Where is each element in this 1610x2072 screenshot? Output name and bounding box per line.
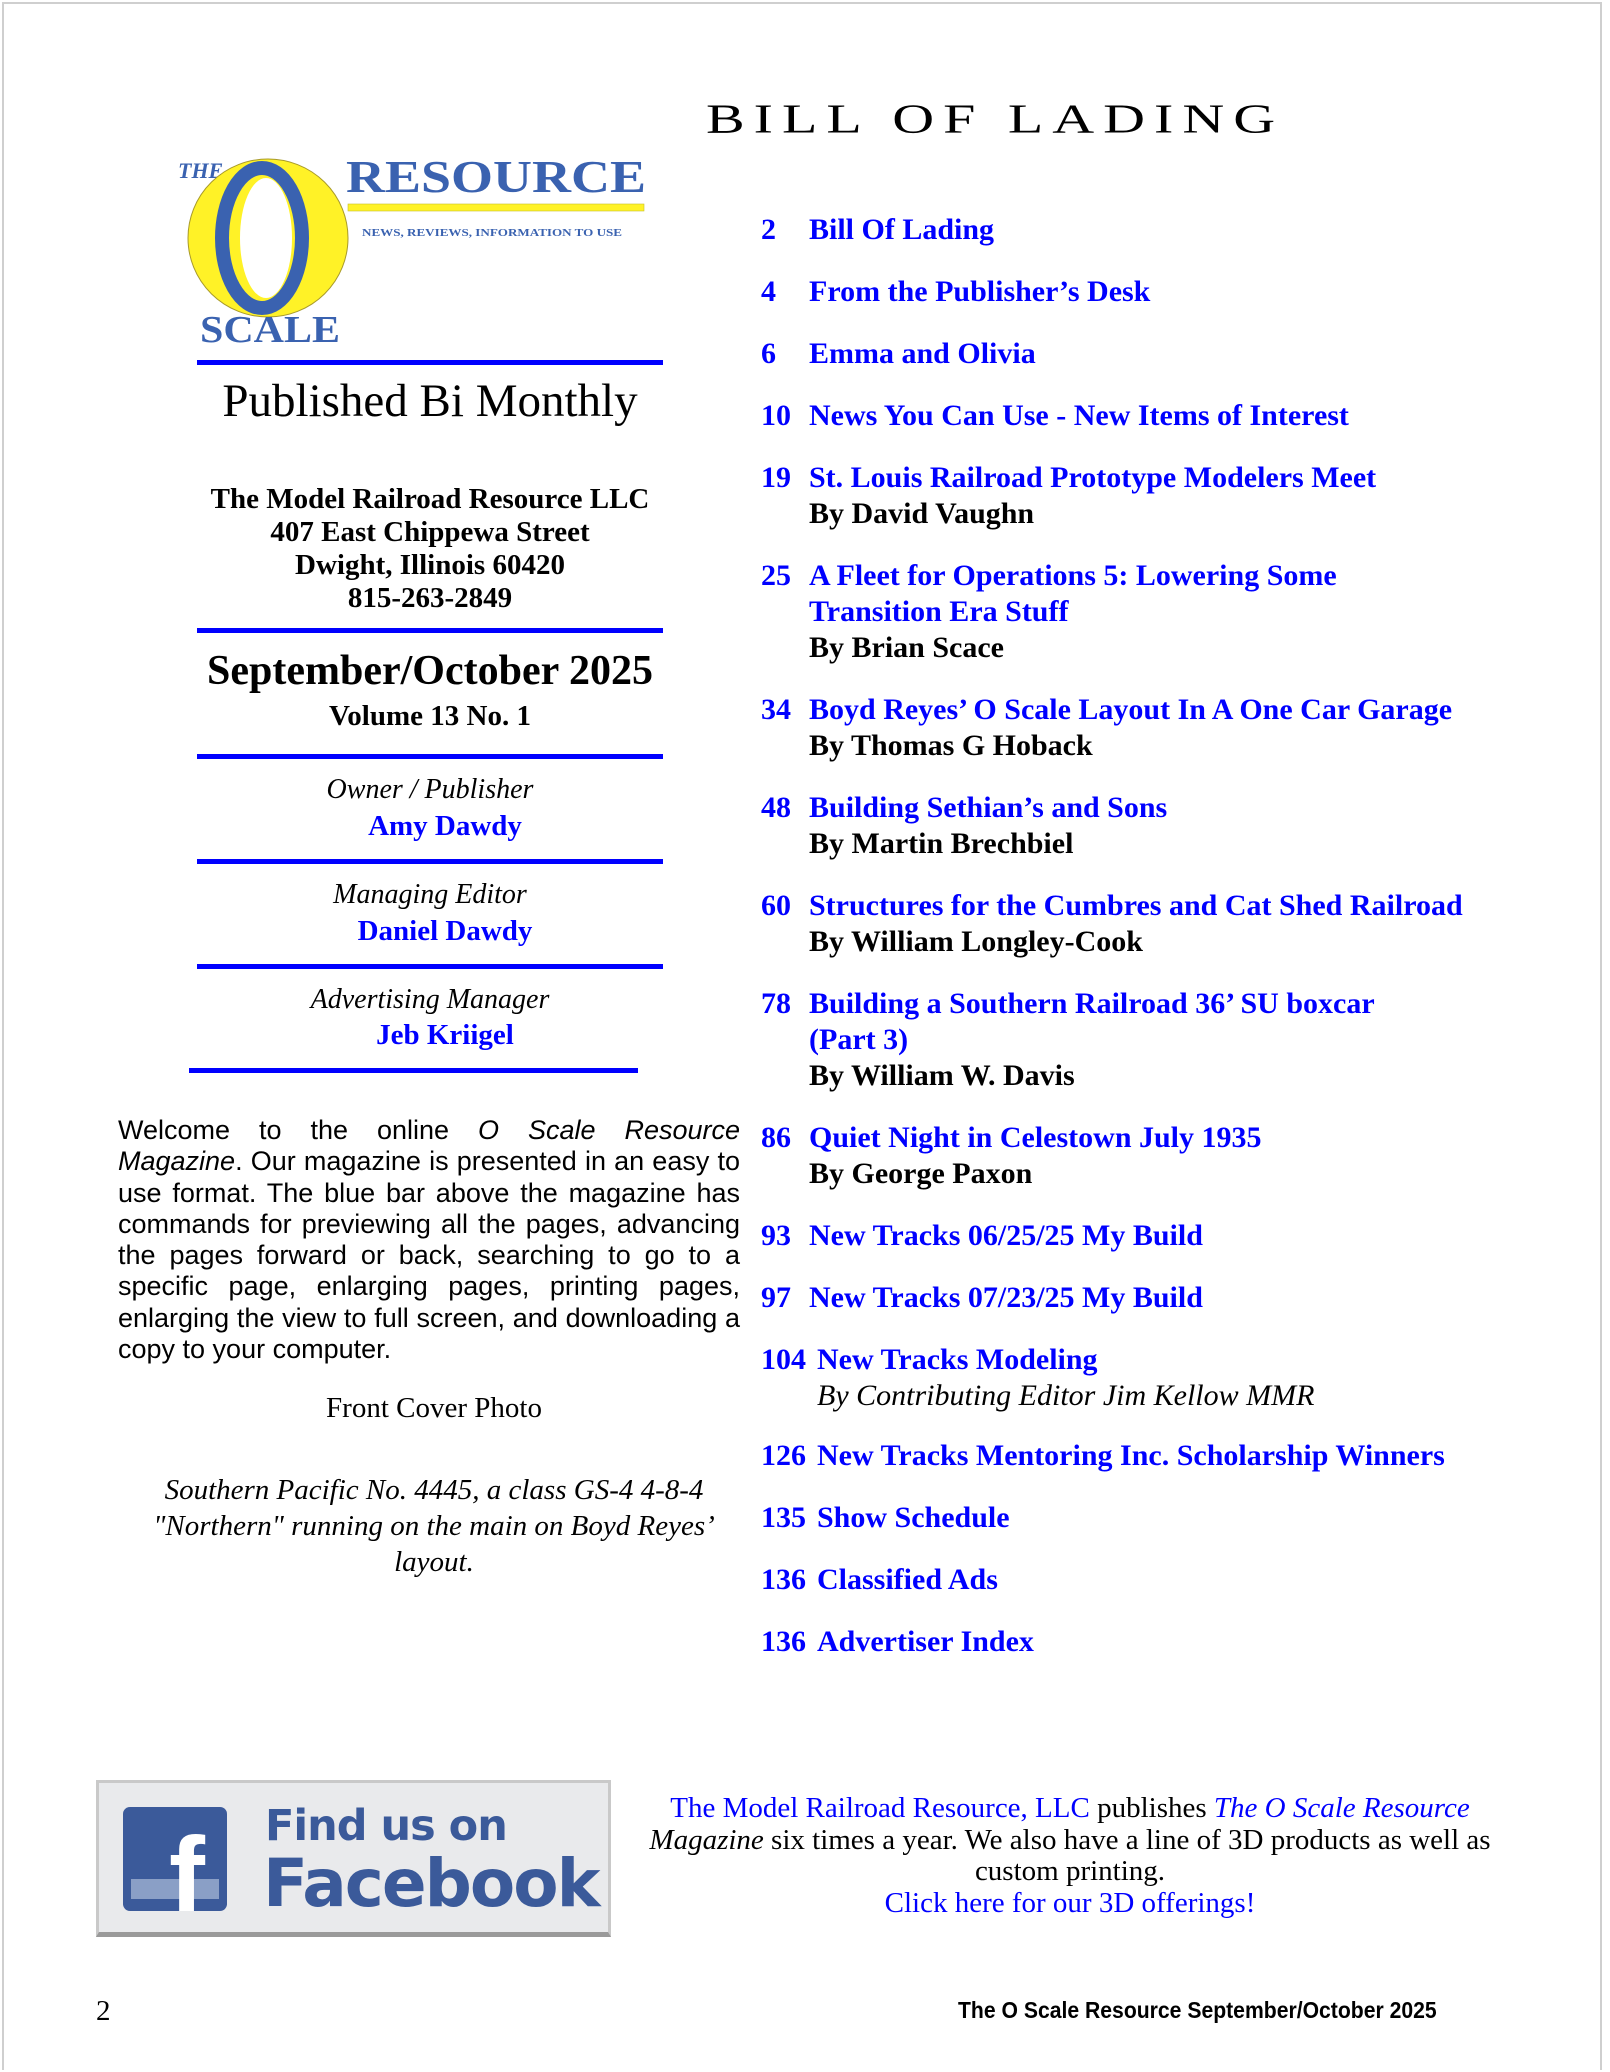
toc-page-number: 10 bbox=[761, 399, 791, 432]
toc-page-number: 97 bbox=[761, 1281, 791, 1314]
welcome-text: . Our magazine is presented in an easy to use format. The blue bar above the magazine has commands for previewing all the pages, advancing the pages forward or back, searching to go to a specific page, enlarging pages, printing pages, enlarging the view to full screen, and downloading a copy to your computer. bbox=[118, 1146, 740, 1365]
cover-photo-caption: Southern Pacific No. 4445, a class GS-4 4-8-4 "Northern" running on the main on Boyd Reyes’ layout. bbox=[153, 1474, 715, 1578]
toc-page-number: 86 bbox=[761, 1121, 791, 1154]
issue-date: September/October 2025 bbox=[207, 648, 653, 694]
toc-page-number: 104 bbox=[761, 1343, 806, 1376]
toc-title[interactable]: Bill Of Lading bbox=[809, 213, 995, 246]
toc-title[interactable]: Boyd Reyes’ O Scale Layout In A One Car Garage bbox=[809, 693, 1453, 726]
publisher-address bbox=[180, 483, 680, 615]
toc-page-number: 60 bbox=[761, 889, 791, 922]
toc-entry-text bbox=[809, 986, 1529, 1094]
toc-title[interactable]: New Tracks Mentoring Inc. Scholarship Winners bbox=[817, 1439, 1445, 1472]
toc-title[interactable]: News You Can Use - New Items of Interest bbox=[809, 399, 1349, 432]
toc-byline: By George Paxon bbox=[809, 1157, 1033, 1190]
address-line: 407 East Chippewa Street bbox=[270, 516, 590, 548]
masthead-rule bbox=[197, 754, 663, 759]
masthead-rule bbox=[197, 859, 663, 864]
toc-page-number: 34 bbox=[761, 693, 791, 726]
logo-tagline: NEWS, REVIEWS, INFORMATION TO USE bbox=[362, 227, 622, 239]
toc-byline: By Thomas G Hoback bbox=[809, 729, 1093, 762]
staff-name: Jeb Kriigel bbox=[376, 1019, 514, 1051]
toc-entry[interactable] bbox=[761, 790, 1521, 860]
address-line: Dwight, Illinois 60420 bbox=[295, 549, 565, 581]
facebook-icon bbox=[123, 1807, 227, 1911]
staff-role: Managing Editor bbox=[333, 879, 527, 910]
toc-title[interactable]: Advertiser Index bbox=[817, 1625, 1034, 1658]
toc-page-number: 126 bbox=[761, 1439, 806, 1472]
magazine-name: O Scale Resource Magazine bbox=[118, 1115, 740, 1177]
toc-page-number: 135 bbox=[761, 1501, 806, 1534]
facebook-label-line1: Find us on bbox=[265, 1801, 507, 1851]
masthead-rule bbox=[197, 964, 663, 969]
toc-entry[interactable] bbox=[761, 336, 1521, 372]
toc-title[interactable]: New Tracks Modeling bbox=[817, 1343, 1098, 1376]
staff-name: Daniel Dawdy bbox=[357, 915, 533, 947]
toc-entry[interactable] bbox=[761, 1562, 1521, 1598]
3d-offerings-link[interactable]: Click here for our 3D offerings! bbox=[884, 1886, 1256, 1919]
toc-page-number: 78 bbox=[761, 987, 791, 1020]
logo-yellow-bar bbox=[348, 204, 644, 211]
toc-title[interactable]: Building Sethian’s and Sons bbox=[809, 791, 1168, 824]
toc-entry[interactable] bbox=[761, 274, 1521, 310]
toc-entry[interactable] bbox=[761, 986, 1521, 1092]
toc-title[interactable]: (Part 3) bbox=[809, 1023, 909, 1056]
footer-title: The O Scale Resource September/October 2025 bbox=[958, 1997, 1437, 2023]
toc-title[interactable]: New Tracks 06/25/25 My Build bbox=[809, 1219, 1203, 1252]
welcome-text: Welcome to the online bbox=[118, 1115, 478, 1145]
promo-text-fragment: six times a year. We also have a line of 3D products as well as custom printing. bbox=[763, 1823, 1491, 1887]
toc-page-number: 136 bbox=[761, 1563, 806, 1596]
staff-role: Advertising Manager bbox=[310, 984, 550, 1015]
logo-resource: RESOURCE bbox=[346, 151, 646, 202]
facebook-button[interactable] bbox=[96, 1780, 611, 1937]
toc-entry-text bbox=[809, 1120, 1529, 1192]
phone-number: 815-263-2849 bbox=[347, 582, 513, 614]
toc-byline: By Contributing Editor Jim Kellow MMR bbox=[817, 1379, 1315, 1412]
toc-byline: By Brian Scace bbox=[809, 631, 1004, 664]
magazine-title: The O Scale Resource bbox=[1213, 1792, 1470, 1824]
toc-entry[interactable] bbox=[761, 398, 1521, 434]
toc-page-number: 136 bbox=[761, 1625, 806, 1658]
toc-page-number: 25 bbox=[761, 559, 791, 592]
company-name: The Model Railroad Resource, LLC bbox=[670, 1792, 1090, 1824]
toc-entry[interactable] bbox=[761, 212, 1521, 248]
toc-title[interactable]: Quiet Night in Celestown July 1935 bbox=[809, 1121, 1262, 1154]
toc-entry-text bbox=[809, 888, 1529, 960]
toc-entry-text bbox=[809, 558, 1529, 666]
toc-entry[interactable] bbox=[761, 558, 1521, 664]
masthead-rule bbox=[189, 1068, 638, 1073]
masthead-rule bbox=[197, 628, 663, 633]
toc-title[interactable]: Classified Ads bbox=[817, 1563, 998, 1596]
toc-entry[interactable] bbox=[761, 1280, 1521, 1316]
facebook-f-glyph: f bbox=[169, 1814, 205, 1911]
toc-byline: By Martin Brechbiel bbox=[809, 827, 1074, 860]
toc-page-number: 93 bbox=[761, 1219, 791, 1252]
address-line: The Model Railroad Resource LLC bbox=[210, 483, 650, 515]
toc-entry[interactable] bbox=[761, 692, 1521, 762]
toc-entry-text bbox=[809, 274, 1529, 310]
welcome-paragraph bbox=[118, 1115, 740, 1365]
toc-entry-text bbox=[809, 212, 1529, 248]
toc-title[interactable]: Building a Southern Railroad 36’ SU boxcar bbox=[809, 987, 1375, 1020]
toc-byline: By William W. Davis bbox=[809, 1059, 1075, 1092]
toc-entry-text bbox=[809, 1218, 1529, 1254]
toc-title[interactable]: From the Publisher’s Desk bbox=[809, 275, 1151, 308]
promo-text bbox=[620, 1793, 1520, 1919]
toc-entry-text bbox=[809, 336, 1529, 372]
toc-title[interactable]: Transition Era Stuff bbox=[809, 595, 1069, 628]
staff-role: Owner / Publisher bbox=[326, 774, 534, 805]
toc-entry-text bbox=[809, 1280, 1529, 1316]
toc-title[interactable]: New Tracks 07/23/25 My Build bbox=[809, 1281, 1203, 1314]
logo-o-inner bbox=[240, 178, 292, 298]
toc-entry[interactable] bbox=[761, 888, 1521, 958]
toc-page-number: 2 bbox=[761, 213, 776, 246]
toc-page-number: 4 bbox=[761, 275, 776, 308]
toc-byline: By William Longley-Cook bbox=[809, 925, 1143, 958]
toc-entry-text bbox=[817, 1500, 1537, 1536]
page-title: BILL OF LADING bbox=[706, 95, 1285, 142]
staff-name: Amy Dawdy bbox=[368, 810, 522, 842]
facebook-label-line2: Facebook bbox=[263, 1845, 599, 1922]
masthead-rule bbox=[197, 360, 663, 365]
toc-entry-text bbox=[817, 1562, 1537, 1598]
toc-entry[interactable] bbox=[761, 1500, 1521, 1536]
toc-byline: By David Vaughn bbox=[809, 497, 1035, 530]
toc-entry[interactable] bbox=[761, 1120, 1521, 1190]
toc-title[interactable]: A Fleet for Operations 5: Lowering Some bbox=[809, 559, 1337, 592]
toc-page-number: 19 bbox=[761, 461, 791, 494]
toc-page-number: 6 bbox=[761, 337, 776, 370]
toc-entry-text bbox=[809, 460, 1529, 532]
page-number: 2 bbox=[96, 1995, 111, 2027]
toc-title[interactable]: St. Louis Railroad Prototype Modelers Meet bbox=[809, 461, 1377, 494]
toc-title[interactable]: Structures for the Cumbres and Cat Shed Railroad bbox=[809, 889, 1463, 922]
toc-entry[interactable] bbox=[761, 460, 1521, 530]
logo-the: THE bbox=[178, 158, 224, 183]
toc-entry-text bbox=[817, 1342, 1537, 1414]
cover-photo-label: Front Cover Photo bbox=[326, 1392, 542, 1424]
toc-title[interactable]: Show Schedule bbox=[817, 1501, 1010, 1534]
toc-entry[interactable] bbox=[761, 1438, 1521, 1474]
issue-volume: Volume 13 No. 1 bbox=[329, 700, 531, 732]
o-scale-resource-logo bbox=[176, 146, 656, 346]
toc-entry-text bbox=[809, 790, 1529, 862]
toc-entry-text bbox=[817, 1624, 1537, 1660]
toc-entry[interactable] bbox=[761, 1342, 1521, 1412]
logo-scale: SCALE bbox=[200, 309, 340, 346]
toc-entry-text bbox=[809, 692, 1529, 764]
toc-title[interactable]: Emma and Olivia bbox=[809, 337, 1036, 370]
toc-page-number: 48 bbox=[761, 791, 791, 824]
toc-entry-text bbox=[809, 398, 1529, 434]
toc-entry[interactable] bbox=[761, 1218, 1521, 1254]
toc-entry-text bbox=[817, 1438, 1537, 1474]
toc-entry[interactable] bbox=[761, 1624, 1521, 1660]
magazine-title-suffix: Magazine bbox=[649, 1823, 764, 1856]
promo-text-fragment: publishes bbox=[1089, 1792, 1214, 1824]
publication-frequency: Published Bi Monthly bbox=[222, 375, 638, 427]
